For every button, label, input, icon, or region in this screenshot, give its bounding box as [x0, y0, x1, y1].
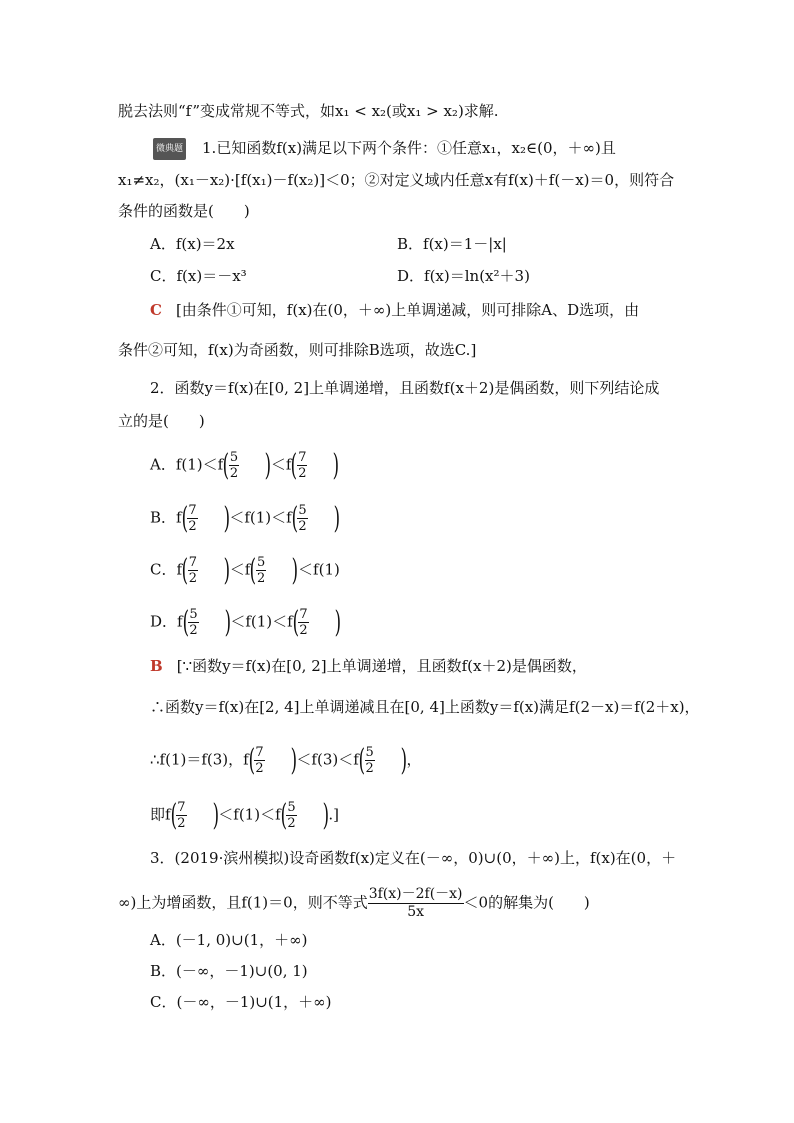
q1-option-a: A．f(x)＝2x — [150, 235, 235, 253]
q1-line-1 — [153, 138, 616, 160]
q2-a-text-1: f(1)＜f — [175, 455, 224, 474]
q2-exp4-text-1: 即f — [150, 805, 171, 824]
paren-right: ) — [223, 552, 231, 588]
q2-explanation-4 — [150, 797, 339, 833]
q3-text-1: ∞)上为增函数，且f(1)＝0，则不等式 — [118, 893, 368, 912]
q1-explanation-1 — [150, 300, 639, 320]
q2-exp4-text-2: ＜f(1)＜f — [218, 805, 281, 824]
paren-left: ( — [291, 500, 298, 536]
fraction: $\frac{5}{2}$ — [229, 450, 239, 481]
q2-exp-text-1: [∵函数y＝f(x)在[0, 2]上单调递增，且函数f(x＋2)是偶函数， — [176, 657, 587, 675]
q3-option-a: A．(－1, 0)∪(1，＋∞) — [150, 931, 308, 949]
intro-text: 脱去法则“f”变成常规不等式，如x₁ < x₂(或x₁ > x₂)求解. — [118, 102, 499, 120]
paren-left: ( — [181, 500, 188, 536]
q3-text-2: ＜0的解集为( ) — [463, 893, 590, 912]
q1-option-d: D．f(x)＝ln(x²＋3) — [397, 267, 530, 285]
inequality-fraction: $\frac{3f(x)-2f(-x)}{5x}$ — [368, 886, 463, 920]
paren-right: ) — [264, 447, 272, 483]
fraction: $\frac{5}{2}$ — [257, 555, 266, 586]
q3-option-c: C．(－∞，－1)∪(1，＋∞) — [150, 993, 332, 1011]
q2-exp4-text-3: .] — [328, 805, 339, 824]
paren-left: ( — [249, 552, 257, 588]
q2-b-label: B． — [150, 508, 177, 527]
fraction: $\frac{5}{2}$ — [365, 745, 374, 776]
q2-line-1: 2．函数y＝f(x)在[0, 2]上单调递增，且函数f(x＋2)是偶函数，则下列结论成 — [150, 379, 660, 397]
q1-option-b: B．f(x)＝1－|x| — [397, 235, 507, 253]
q2-c-text-3: ＜f(1) — [298, 560, 340, 579]
fraction: $\frac{7}{2}$ — [298, 450, 307, 481]
q1-explanation-2: 条件②可知，f(x)为奇函数，则可排除B选项，故选C.] — [118, 341, 477, 359]
q2-d-text-1: f — [177, 612, 183, 631]
q3-option-b: B．(－∞，－1)∪(0, 1) — [150, 962, 308, 980]
paren-right: ) — [223, 500, 230, 536]
fraction: $\frac{7}{2}$ — [188, 555, 198, 586]
paren-left: ( — [291, 447, 298, 483]
fraction: $\frac{7}{2}$ — [255, 745, 264, 776]
q1-option-c: C．f(x)＝－x³ — [150, 267, 247, 285]
paren-right: ) — [400, 742, 407, 778]
fraction: $\frac{5}{2}$ — [287, 800, 296, 831]
paren-left: ( — [248, 742, 255, 778]
fraction: $\frac{7}{2}$ — [177, 800, 186, 831]
fraction: $\frac{5}{2}$ — [298, 503, 307, 534]
q2-option-b — [150, 500, 340, 536]
fraction: $\frac{5}{2}$ — [189, 607, 198, 638]
fraction: $\frac{7}{2}$ — [188, 503, 197, 534]
q3-line-1: 3．(2019·滨州模拟)设奇函数f(x)定义在(－∞，0)∪(0，＋∞)上，f(x)在(0，＋ — [150, 849, 677, 867]
q2-a-text-2: ＜f — [270, 455, 292, 474]
q2-option-c — [150, 552, 340, 588]
q1-line-3: 条件的函数是( ) — [118, 202, 250, 220]
paren-left: ( — [182, 604, 189, 640]
paren-right: ) — [333, 500, 340, 536]
paren-left: ( — [358, 742, 365, 778]
paren-left: ( — [170, 797, 177, 833]
paren-right: ) — [212, 797, 219, 833]
q2-c-text-1: f — [176, 560, 183, 579]
q2-explanation-1 — [150, 656, 587, 676]
q2-b-text-2: ＜f(1)＜f — [229, 508, 292, 527]
fraction: $\frac{7}{2}$ — [299, 607, 308, 638]
q2-explanation-2: ∴函数y＝f(x)在[2, 4]上单调递减且在[0, 4]上函数y＝f(x)满足f(2－x)＝f(2＋x)， — [150, 698, 700, 716]
q2-option-a — [150, 447, 340, 483]
q2-exp3-text-2: ＜f(3)＜f — [296, 750, 359, 769]
q2-explanation-3 — [150, 742, 422, 778]
q2-d-text-2: ＜f(1)＜f — [230, 612, 293, 631]
paren-right: ) — [290, 742, 297, 778]
q2-line-2: 立的是( ) — [118, 412, 205, 430]
q1-stem-1: 1.已知函数f(x)满足以下两个条件：①任意x₁，x₂∈(0，＋∞)且 — [202, 139, 616, 157]
q2-a-label: A． — [150, 455, 176, 474]
paren-left: ( — [292, 604, 299, 640]
q2-d-label: D． — [150, 612, 178, 631]
paren-right: ) — [291, 552, 299, 588]
q2-c-text-2: ＜f — [229, 560, 251, 579]
q2-exp3-text-3: ， — [406, 750, 422, 769]
q2-b-text-1: f — [176, 508, 182, 527]
paren-left: ( — [280, 797, 287, 833]
q2-option-d — [150, 604, 341, 640]
q2-exp3-text-1: ∴f(1)＝f(3)，f — [150, 750, 249, 769]
paren-left: ( — [181, 552, 189, 588]
paren-right: ) — [224, 604, 231, 640]
q2-answer: B — [150, 657, 163, 675]
q2-c-label: C． — [150, 560, 177, 579]
q3-line-2 — [118, 886, 590, 921]
paren-right: ) — [333, 447, 340, 483]
q1-answer: C — [150, 301, 162, 319]
paren-left: ( — [222, 447, 230, 483]
paren-right: ) — [322, 797, 329, 833]
paren-right: ) — [334, 604, 341, 640]
q1-exp-text-1: [由条件①可知，f(x)在(0，＋∞)上单调递减，则可排除A、D选项，由 — [175, 301, 640, 319]
q1-line-2: x₁≠x₂，(x₁－x₂)·[f(x₁)－f(x₂)]＜0；②对定义域内任意x有f(x)＋f(－x)＝0，则符合 — [118, 171, 675, 189]
example-badge: 微典题 — [153, 138, 186, 160]
